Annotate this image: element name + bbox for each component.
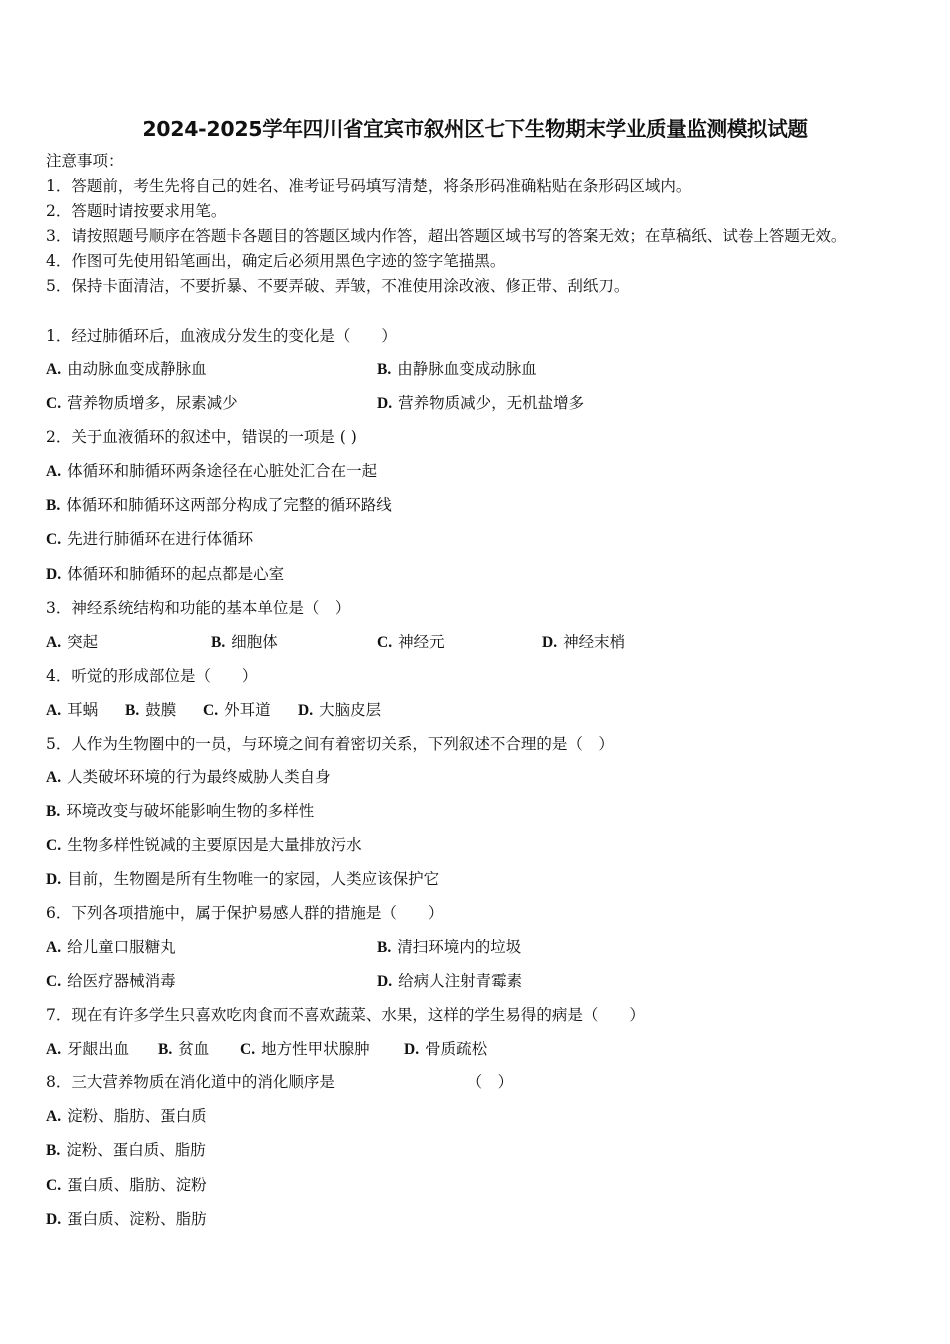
- answer-option: [46, 1209, 207, 1230]
- question-stem: 5．人作为生物圈中的一员，与环境之间有着密切关系，下列叙述不合理的是（ ）: [46, 735, 614, 753]
- option-letter: B.: [377, 361, 392, 378]
- option-letter: A.: [46, 1108, 62, 1125]
- answer-option: [46, 1140, 206, 1161]
- answer-option: [46, 767, 331, 788]
- option-text: 体循环和肺循环这两部分构成了完整的循环路线: [66, 496, 392, 514]
- option-text: 给医疗器械消毒: [67, 972, 176, 990]
- option-letter: C.: [377, 634, 393, 651]
- answer-option: [46, 632, 98, 653]
- option-text: 神经末梢: [563, 633, 626, 651]
- answer-option: [46, 564, 284, 585]
- answer-option: [46, 359, 207, 380]
- question-stem: 7．现在有许多学生只喜欢吃肉食而不喜欢蔬菜、水果，这样的学生易得的病是（ ）: [46, 1006, 645, 1024]
- option-letter: B.: [46, 497, 61, 514]
- answer-option: [46, 937, 176, 958]
- answer-option: [377, 393, 584, 414]
- answer-option: [46, 461, 377, 482]
- answer-option: [377, 632, 445, 653]
- question-stem: 8．三大营养物质在消化道中的消化顺序是 （ ）: [46, 1073, 514, 1091]
- option-text: 清扫环境内的垃圾: [397, 938, 522, 956]
- option-text: 牙龈出血: [67, 1040, 130, 1058]
- option-letter: B.: [377, 939, 392, 956]
- option-letter: B.: [46, 1142, 61, 1159]
- answer-option: [46, 700, 98, 721]
- option-text: 由动脉血变成静脉血: [67, 360, 207, 378]
- option-letter: C.: [46, 837, 62, 854]
- answer-option: [46, 393, 238, 414]
- option-letter: B.: [211, 634, 226, 651]
- option-letter: A.: [46, 1041, 62, 1058]
- option-text: 营养物质减少，无机盐增多: [398, 394, 585, 412]
- answer-option: [158, 1039, 209, 1060]
- answer-option: [46, 1106, 207, 1127]
- answer-option: [377, 359, 537, 380]
- option-text: 先进行肺循环在进行体循环: [67, 530, 254, 548]
- option-letter: C.: [240, 1041, 256, 1058]
- answer-option: [542, 632, 625, 653]
- option-letter: A.: [46, 634, 62, 651]
- answer-option: [125, 700, 176, 721]
- answer-option: [46, 869, 439, 890]
- answer-option: [46, 835, 362, 856]
- option-letter: B.: [46, 803, 61, 820]
- option-letter: A.: [46, 769, 62, 786]
- option-text: 体循环和肺循环的起点都是心室: [67, 565, 285, 583]
- option-letter: D.: [542, 634, 558, 651]
- option-text: 给儿童口服糖丸: [67, 938, 176, 956]
- option-letter: C.: [46, 395, 62, 412]
- answer-option: [240, 1039, 370, 1060]
- question-stem: 3．神经系统结构和功能的基本单位是（ ）: [46, 599, 351, 617]
- option-text: 目前，生物圈是所有生物唯一的家园，人类应该保护它: [67, 870, 440, 888]
- option-text: 骨质疏松: [425, 1040, 488, 1058]
- answer-option: [46, 1175, 207, 1196]
- option-text: 地方性甲状腺肿: [261, 1040, 370, 1058]
- option-letter: A.: [46, 939, 62, 956]
- option-letter: A.: [46, 361, 62, 378]
- question-stem: 6．下列各项措施中，属于保护易感人群的措施是（ ）: [46, 904, 444, 922]
- option-text: 鼓膜: [145, 701, 177, 719]
- option-text: 营养物质增多，尿素减少: [67, 394, 238, 412]
- option-text: 外耳道: [224, 701, 271, 719]
- option-text: 淀粉、蛋白质、脂肪: [66, 1141, 206, 1159]
- answer-option: [203, 700, 271, 721]
- option-letter: A.: [46, 702, 62, 719]
- option-letter: C.: [46, 973, 62, 990]
- option-text: 人类破坏环境的行为最终威胁人类自身: [67, 768, 331, 786]
- option-letter: D.: [46, 566, 62, 583]
- question-stem: 1．经过肺循环后，血液成分发生的变化是（ ）: [46, 327, 397, 345]
- option-letter: D.: [377, 973, 393, 990]
- option-letter: C.: [203, 702, 219, 719]
- option-text: 贫血: [178, 1040, 210, 1058]
- answer-option: [46, 529, 253, 550]
- option-letter: C.: [46, 1177, 62, 1194]
- page-title: 2024-2025学年四川省宜宾市叙州区七下生物期末学业质量监测模拟试题: [142, 117, 808, 141]
- option-text: 神经元: [398, 633, 445, 651]
- option-letter: D.: [404, 1041, 420, 1058]
- option-letter: B.: [125, 702, 140, 719]
- answer-option: [46, 971, 176, 992]
- option-text: 体循环和肺循环两条途径在心脏处汇合在一起: [67, 462, 378, 480]
- note-item: 3．请按照题号顺序在答题卡各题目的答题区域内作答，超出答题区域书写的答案无效；在草稿纸、试卷上答题无效。: [46, 227, 847, 245]
- option-text: 大脑皮层: [319, 701, 382, 719]
- option-text: 细胞体: [231, 633, 278, 651]
- option-text: 给病人注射青霉素: [398, 972, 523, 990]
- option-text: 耳蜗: [67, 701, 99, 719]
- answer-option: [46, 495, 392, 516]
- note-item: 5．保持卡面清洁，不要折暴、不要弄破、弄皱，不准使用涂改液、修正带、刮纸刀。: [46, 277, 630, 295]
- notes-heading: 注意事项：: [46, 152, 124, 170]
- option-letter: D.: [46, 871, 62, 888]
- answer-option: [298, 700, 381, 721]
- note-item: 4．作图可先使用铅笔画出，确定后必须用黑色字迹的签字笔描黑。: [46, 252, 506, 270]
- question-stem: 4．听觉的形成部位是（ ）: [46, 667, 258, 685]
- question-stem: 2．关于血液循环的叙述中，错误的一项是 ( ): [46, 428, 357, 446]
- answer-option: [404, 1039, 487, 1060]
- option-text: 蛋白质、脂肪、淀粉: [67, 1176, 207, 1194]
- option-letter: D.: [298, 702, 314, 719]
- option-letter: D.: [377, 395, 393, 412]
- option-text: 淀粉、脂肪、蛋白质: [67, 1107, 207, 1125]
- answer-option: [211, 632, 278, 653]
- answer-option: [377, 937, 521, 958]
- option-text: 由静脉血变成动脉血: [397, 360, 537, 378]
- option-text: 生物多样性锐减的主要原因是大量排放污水: [67, 836, 362, 854]
- answer-option: [377, 971, 522, 992]
- option-text: 蛋白质、淀粉、脂肪: [67, 1210, 207, 1228]
- option-letter: B.: [158, 1041, 173, 1058]
- option-letter: C.: [46, 531, 62, 548]
- note-item: 1．答题前，考生先将自己的姓名、准考证号码填写清楚，将条形码准确粘贴在条形码区域内。: [46, 177, 692, 195]
- option-text: 突起: [67, 633, 99, 651]
- answer-option: [46, 801, 314, 822]
- option-letter: D.: [46, 1211, 62, 1228]
- option-letter: A.: [46, 463, 62, 480]
- note-item: 2．答题时请按要求用笔。: [46, 202, 227, 220]
- option-text: 环境改变与破坏能影响生物的多样性: [66, 802, 315, 820]
- answer-option: [46, 1039, 129, 1060]
